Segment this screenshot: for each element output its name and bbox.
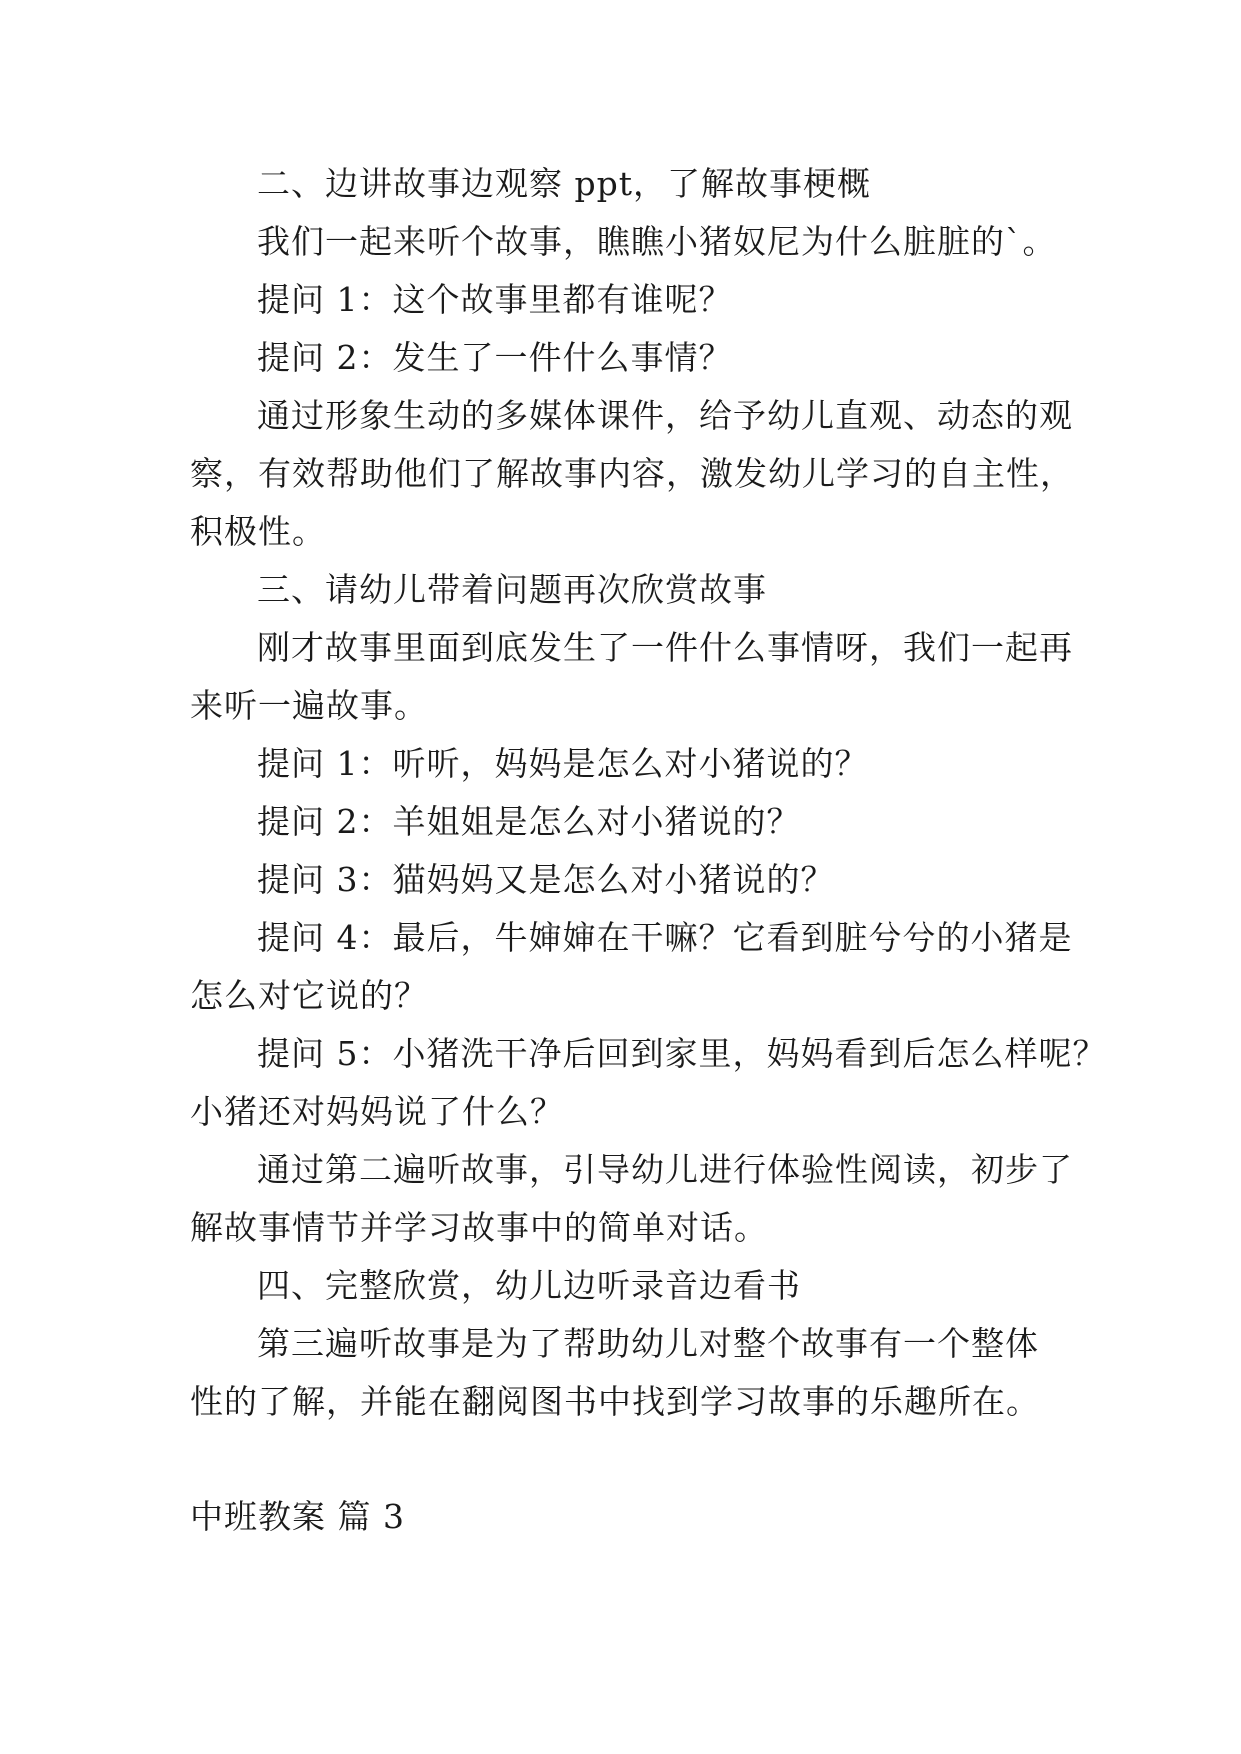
chapter-title: 中班教案 篇 3 bbox=[190, 1497, 405, 1536]
paragraph-line: 解故事情节并学习故事中的简单对话。 bbox=[190, 1208, 768, 1247]
paragraph-line: 刚才故事里面到底发生了一件什么事情呀，我们一起再 bbox=[257, 628, 1073, 667]
paragraph-line: 性的了解，并能在翻阅图书中找到学习故事的乐趣所在。 bbox=[190, 1382, 1040, 1421]
question-line: 提问 4：最后，牛婶婶在干嘛？它看到脏兮兮的小猪是 bbox=[257, 918, 1073, 957]
section-heading-4: 四、完整欣赏，幼儿边听录音边看书 bbox=[257, 1266, 801, 1305]
question-line: 怎么对它说的？ bbox=[190, 976, 428, 1015]
section-heading-3: 三、请幼儿带着问题再次欣赏故事 bbox=[257, 570, 767, 609]
question-line: 提问 5：小猪洗干净后回到家里，妈妈看到后怎么样呢？ bbox=[257, 1034, 1107, 1073]
question-line: 提问 2：发生了一件什么事情？ bbox=[257, 338, 733, 377]
paragraph-line: 通过形象生动的多媒体课件，给予幼儿直观、动态的观 bbox=[257, 396, 1073, 435]
question-line: 提问 2：羊姐姐是怎么对小猪说的？ bbox=[257, 802, 801, 841]
paragraph-line: 通过第二遍听故事，引导幼儿进行体验性阅读，初步了 bbox=[257, 1150, 1073, 1189]
paragraph-line: 积极性。 bbox=[190, 512, 326, 551]
question-line: 提问 1：听听，妈妈是怎么对小猪说的？ bbox=[257, 744, 869, 783]
question-line: 提问 1：这个故事里都有谁呢？ bbox=[257, 280, 733, 319]
paragraph-line: 来听一遍故事。 bbox=[190, 686, 428, 725]
paragraph-line: 第三遍听故事是为了帮助幼儿对整个故事有一个整体 bbox=[257, 1324, 1039, 1363]
section-heading-2: 二、边讲故事边观察 ppt，了解故事梗概 bbox=[257, 164, 871, 203]
paragraph-line: 我们一起来听个故事，瞧瞧小猪奴尼为什么脏脏的`。 bbox=[257, 222, 1057, 261]
question-line: 小猪还对妈妈说了什么？ bbox=[190, 1092, 564, 1131]
paragraph-line: 察，有效帮助他们了解故事内容，激发幼儿学习的自主性， bbox=[190, 454, 1074, 493]
question-line: 提问 3：猫妈妈又是怎么对小猪说的？ bbox=[257, 860, 835, 899]
